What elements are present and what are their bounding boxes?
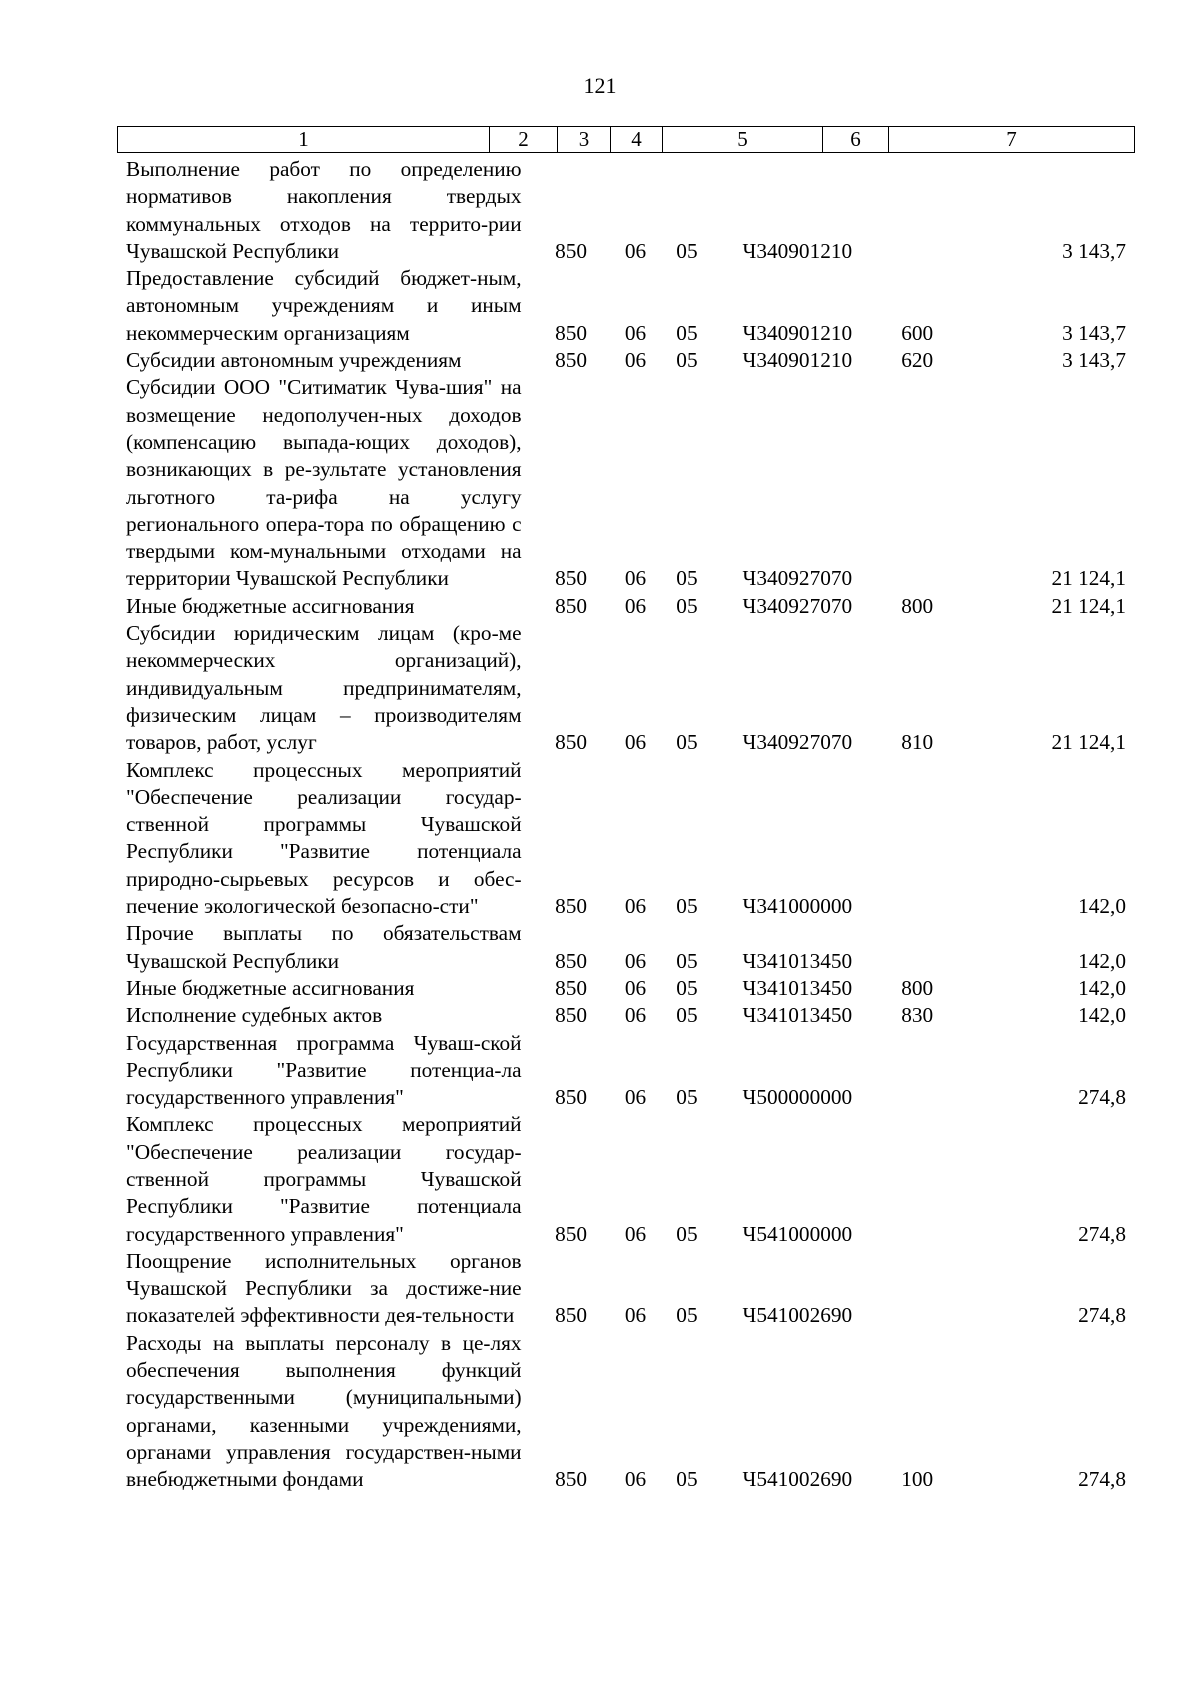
row-subsection: 05 bbox=[676, 1003, 698, 1028]
row-target-article: Ч340927070 bbox=[742, 730, 853, 755]
row-section: 06 bbox=[624, 1085, 647, 1110]
row-expense-type: 810 bbox=[901, 730, 934, 755]
table-row bbox=[126, 757, 1126, 921]
row-code: 850 bbox=[555, 730, 588, 755]
row-target-article: Ч341013450 bbox=[742, 1003, 853, 1028]
row-subsection: 05 bbox=[676, 730, 698, 755]
row-target-article: Ч340901210 bbox=[742, 238, 853, 263]
row-target-article: Ч340901210 bbox=[742, 348, 853, 373]
row-subsection: 05 bbox=[676, 1085, 698, 1110]
row-description: Комплекс процессных мероприятий "Обеспечение реализации государ-ственной программы Чувашской Республики "Развитие потенциала государственного управления" bbox=[126, 1112, 522, 1246]
table-row bbox=[126, 975, 1126, 1002]
row-amount: 3 143,7 bbox=[1062, 320, 1127, 345]
row-section: 06 bbox=[624, 894, 647, 919]
row-code: 850 bbox=[555, 238, 588, 263]
row-target-article: Ч541002690 bbox=[742, 1303, 853, 1328]
header-cell: 3 bbox=[558, 127, 611, 152]
header-cell: 6 bbox=[823, 127, 889, 152]
row-amount: 274,8 bbox=[1078, 1467, 1127, 1492]
row-amount: 274,8 bbox=[1078, 1085, 1127, 1110]
row-description: Комплекс процессных мероприятий "Обеспечение реализации государ-ственной программы Чувашской Республики "Развитие потенциала природно-сырьевых ресурсов и обес-печение экологической безопасно-сти" bbox=[126, 757, 522, 919]
row-amount: 274,8 bbox=[1078, 1303, 1127, 1328]
row-amount: 142,0 bbox=[1078, 894, 1127, 919]
table-row bbox=[126, 1111, 1126, 1247]
row-code: 850 bbox=[555, 320, 588, 345]
row-section: 06 bbox=[624, 948, 647, 973]
table-row bbox=[126, 1030, 1126, 1112]
row-description: Субсидии автономным учреждениям bbox=[126, 348, 462, 373]
row-section: 06 bbox=[624, 348, 647, 373]
table-row bbox=[126, 920, 1126, 975]
row-code: 850 bbox=[555, 1085, 588, 1110]
row-expense-type: 600 bbox=[901, 320, 934, 345]
row-subsection: 05 bbox=[676, 1467, 698, 1492]
row-subsection: 05 bbox=[676, 1221, 698, 1246]
row-code: 850 bbox=[555, 566, 588, 591]
row-subsection: 05 bbox=[676, 894, 698, 919]
row-description: Прочие выплаты по обязательствам Чувашской Республики bbox=[126, 921, 522, 973]
row-code: 850 bbox=[555, 348, 588, 373]
row-code: 850 bbox=[555, 593, 588, 618]
row-subsection: 05 bbox=[676, 348, 698, 373]
row-amount: 21 124,1 bbox=[1051, 566, 1127, 591]
row-expense-type: 620 bbox=[901, 348, 934, 373]
row-description: Предоставление субсидий бюджет-ным, автономным учреждениям и иным некоммерческим организациям bbox=[126, 266, 522, 345]
row-code: 850 bbox=[555, 948, 588, 973]
page-number: 121 bbox=[583, 73, 617, 98]
row-subsection: 05 bbox=[676, 566, 698, 591]
header-cell: 5 bbox=[663, 127, 823, 152]
row-code: 850 bbox=[555, 1003, 588, 1028]
row-subsection: 05 bbox=[676, 238, 698, 263]
row-description: Поощрение исполнительных органов Чувашской Республики за достиже-ние показателей эффективности дея-тельности bbox=[126, 1248, 522, 1328]
row-section: 06 bbox=[624, 1467, 647, 1492]
row-target-article: Ч340927070 bbox=[742, 593, 853, 618]
row-amount: 142,0 bbox=[1078, 1003, 1127, 1028]
row-amount: 21 124,1 bbox=[1051, 730, 1127, 755]
row-section: 06 bbox=[624, 975, 647, 1000]
row-section: 06 bbox=[624, 593, 647, 618]
row-description: Государственная программа Чуваш-ской Республики "Развитие потенциа-ла государственного управления" bbox=[126, 1030, 522, 1110]
row-section: 06 bbox=[624, 730, 647, 755]
row-description: Иные бюджетные ассигнования bbox=[126, 593, 415, 618]
row-amount: 3 143,7 bbox=[1062, 238, 1127, 263]
row-code: 850 bbox=[555, 894, 588, 919]
table-row bbox=[126, 374, 1126, 592]
row-subsection: 05 bbox=[676, 975, 698, 1000]
row-code: 850 bbox=[555, 1221, 588, 1246]
row-expense-type: 800 bbox=[901, 975, 934, 1000]
row-expense-type: 800 bbox=[901, 593, 934, 618]
row-expense-type: 830 bbox=[901, 1003, 934, 1028]
row-section: 06 bbox=[624, 238, 647, 263]
row-section: 06 bbox=[624, 1003, 647, 1028]
header-cell: 1 bbox=[118, 127, 490, 152]
row-description: Субсидии ООО "Ситиматик Чува-шия" на возмещение недополучен-ных доходов (компенсацию выпада-ющих доходов), возникающих в ре-зультате установления льготного та-рифа на услугу регионального опера-тора по обращению с твердыми ком-мунальными отходами на территории Чувашской Республики bbox=[126, 375, 522, 591]
row-target-article: Ч340927070 bbox=[742, 566, 853, 591]
row-expense-type: 100 bbox=[901, 1467, 934, 1492]
row-subsection: 05 bbox=[676, 1303, 698, 1328]
budget-table-body bbox=[126, 156, 1126, 1494]
row-subsection: 05 bbox=[676, 593, 698, 618]
row-target-article: Ч341013450 bbox=[742, 948, 853, 973]
header-cell: 7 bbox=[1006, 127, 1017, 151]
row-target-article: Ч341013450 bbox=[742, 975, 853, 1000]
row-amount: 21 124,1 bbox=[1051, 593, 1127, 618]
table-row bbox=[126, 265, 1126, 347]
row-subsection: 05 bbox=[676, 948, 698, 973]
row-amount: 142,0 bbox=[1078, 948, 1127, 973]
row-target-article: Ч500000000 bbox=[742, 1085, 853, 1110]
row-description: Иные бюджетные ассигнования bbox=[126, 975, 415, 1000]
row-section: 06 bbox=[624, 1221, 647, 1246]
row-section: 06 bbox=[624, 320, 647, 345]
table-row bbox=[126, 347, 1126, 374]
table-row bbox=[126, 593, 1126, 620]
table-header-row bbox=[117, 126, 1135, 153]
row-target-article: Ч541000000 bbox=[742, 1221, 853, 1246]
row-target-article: Ч340901210 bbox=[742, 320, 853, 345]
row-code: 850 bbox=[555, 1467, 588, 1492]
row-target-article: Ч541002690 bbox=[742, 1467, 853, 1492]
row-target-article: Ч341000000 bbox=[742, 894, 853, 919]
table-row bbox=[126, 620, 1126, 756]
table-row bbox=[126, 156, 1126, 265]
row-amount: 274,8 bbox=[1078, 1221, 1127, 1246]
row-subsection: 05 bbox=[676, 320, 698, 345]
row-code: 850 bbox=[555, 975, 588, 1000]
row-description: Исполнение судебных актов bbox=[126, 1003, 383, 1028]
row-description: Выполнение работ по определению нормативов накопления твердых коммунальных отходов на террито-рии Чувашской Республики bbox=[126, 157, 522, 263]
row-section: 06 bbox=[624, 1303, 647, 1328]
row-description: Расходы на выплаты персоналу в це-лях обеспечения выполнения функций государственными (муниципальными) органами, казенными учреждениями, органами управления государствен-ными внебюджетными фондами bbox=[126, 1330, 522, 1492]
table-row bbox=[126, 1330, 1126, 1494]
row-section: 06 bbox=[624, 566, 647, 591]
row-amount: 142,0 bbox=[1078, 975, 1127, 1000]
row-amount: 3 143,7 bbox=[1062, 348, 1127, 373]
header-cell: 2 bbox=[490, 127, 558, 152]
header-cell: 4 bbox=[611, 127, 663, 152]
table-row bbox=[126, 1002, 1126, 1029]
row-description: Субсидии юридическим лицам (кро-ме некоммерческих организаций), индивидуальным предпринимателям, физическим лицам – производителям товаров, работ, услуг bbox=[126, 621, 522, 755]
row-code: 850 bbox=[555, 1303, 588, 1328]
table-row bbox=[126, 1248, 1126, 1330]
